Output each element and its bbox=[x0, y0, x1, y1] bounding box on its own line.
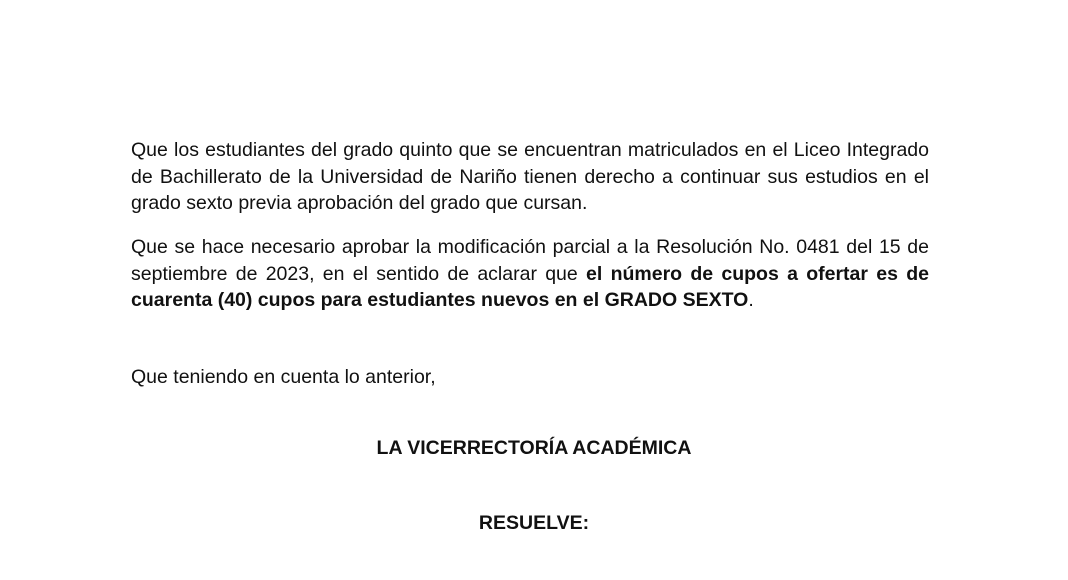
paragraph-considering: Que teniendo en cuenta lo anterior, bbox=[131, 366, 436, 388]
paragraph-students-continuity: Que los estudiantes del grado quinto que se encuentran matriculados en el Liceo Integrado de Bachillerato de la Universidad de Nariño tienen derecho a continuar sus estudios en el grado sexto previa aprobación del grado que cursan. bbox=[131, 139, 929, 214]
paragraph-modification-end: . bbox=[748, 289, 754, 311]
paragraph-modification-bold-text: el número de cupos a ofertar es de cuarenta (40) cupos para estudiantes nuevos en el GRADO SEXTO bbox=[131, 262, 929, 311]
paragraph-resolution-modification bbox=[131, 234, 929, 314]
paragraph-modification-text: Que se hace necesario aprobar la modificación parcial a la Resolución No. 0481 del 15 de septiembre de 2023, en el sentido de aclarar que bbox=[131, 236, 929, 285]
heading-resolve: RESUELVE: bbox=[478, 512, 590, 534]
heading-authority: LA VICERRECTORÍA ACADÉMICA bbox=[376, 437, 692, 459]
